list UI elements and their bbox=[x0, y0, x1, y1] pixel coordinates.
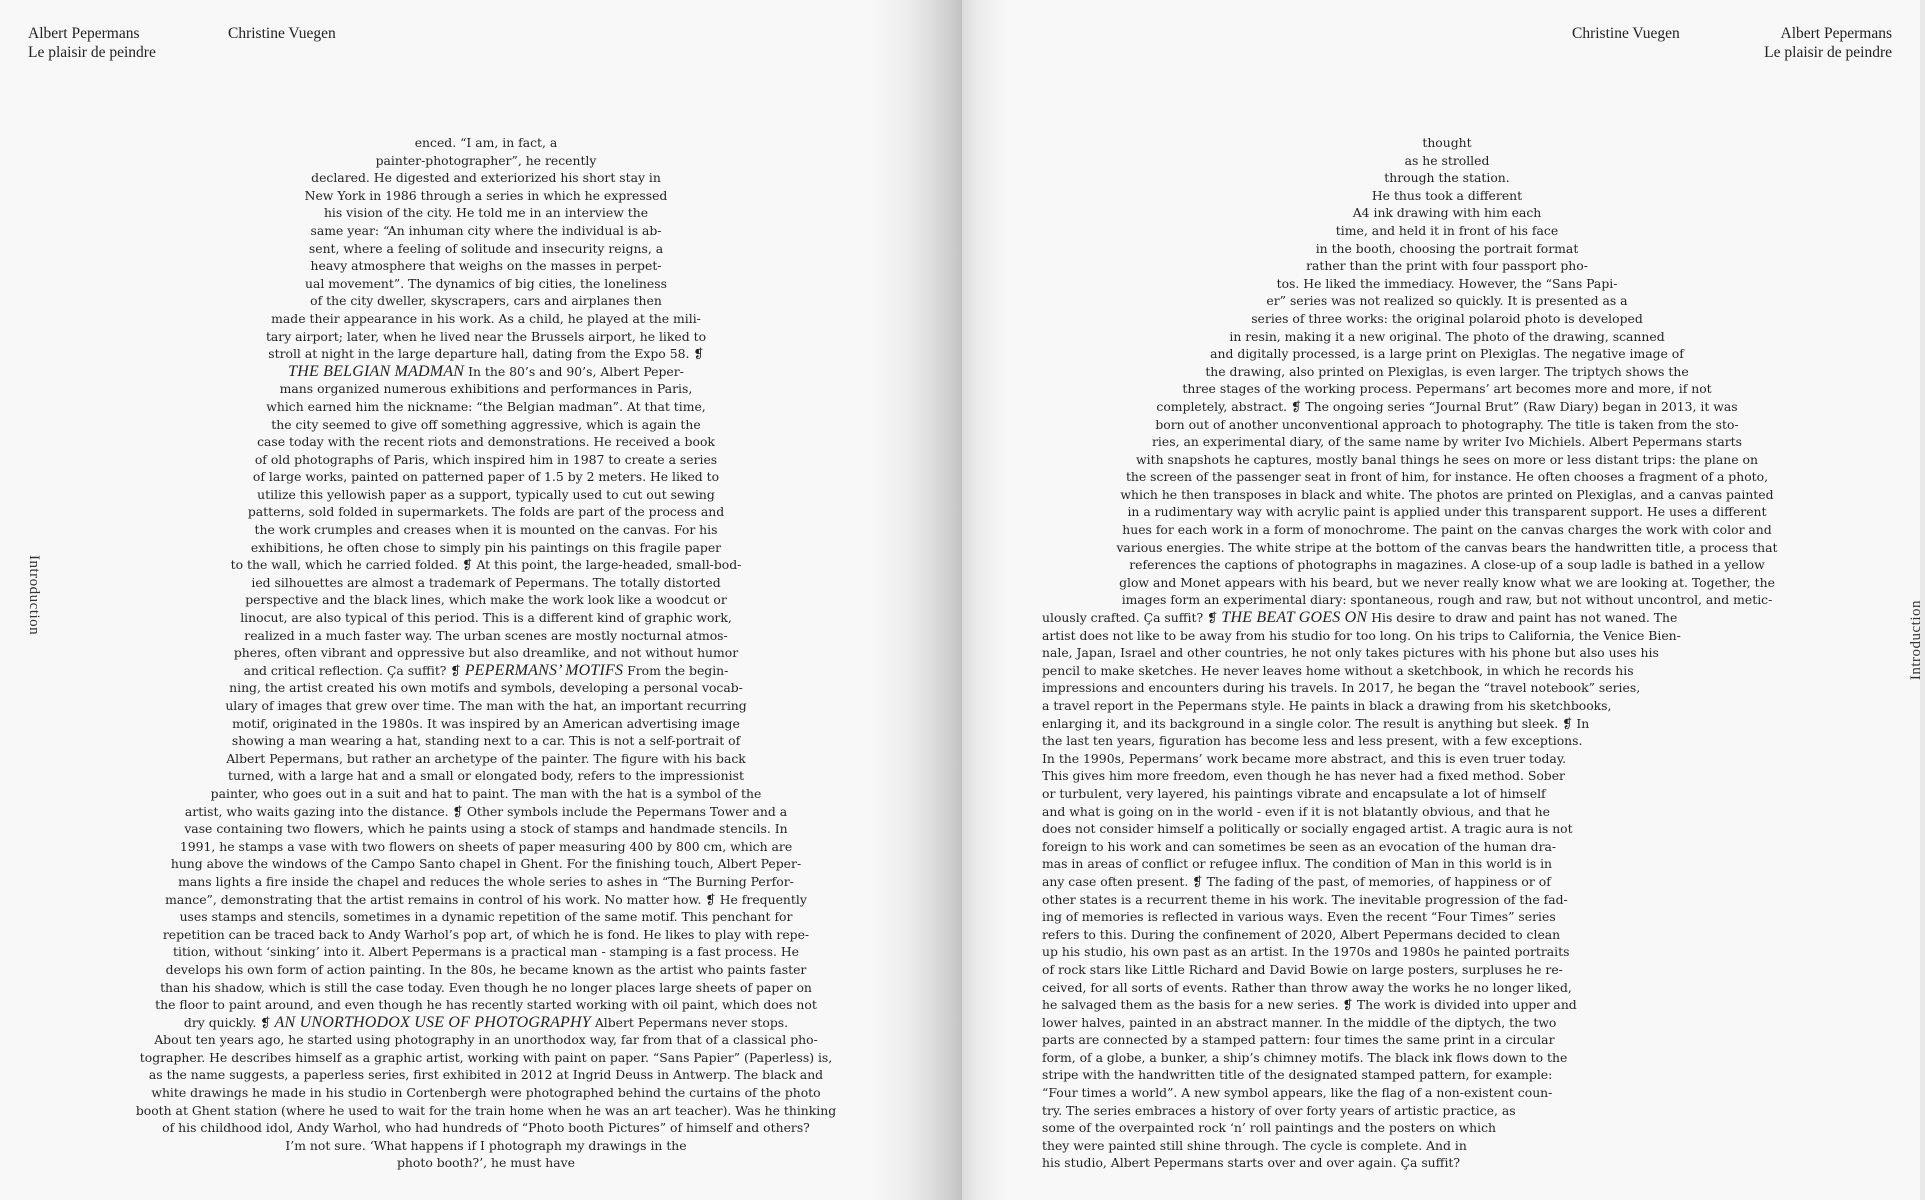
header-book-title: Le plaisir de peindre bbox=[28, 44, 156, 61]
text-run: linocut, are also typical of this period. This is a different kind of graphic work, bbox=[240, 610, 732, 626]
text-line bbox=[110, 328, 862, 346]
text-line bbox=[1022, 257, 1872, 275]
text-line bbox=[1022, 803, 1872, 821]
text-run: series of three works: the original polaroid photo is developed bbox=[1251, 310, 1643, 326]
text-line bbox=[1022, 943, 1872, 961]
text-run: enlarging it, and its background in a single color. The result is anything but sleek. ❡ In bbox=[1042, 715, 1590, 731]
text-line bbox=[110, 697, 862, 715]
text-line bbox=[110, 715, 862, 733]
text-run: which he then transposes in black and white. The photos are printed on Plexiglas, and a canvas painted bbox=[1120, 486, 1774, 502]
text-line bbox=[110, 1119, 862, 1137]
section-heading: THE BELGIAN MADMAN bbox=[288, 362, 465, 380]
text-run: He thus took a different bbox=[1371, 187, 1523, 203]
text-line bbox=[1022, 503, 1872, 521]
text-line bbox=[110, 838, 862, 856]
text-run: From the begin- bbox=[623, 662, 729, 678]
text-run: ulary of images that grew over time. The man with the hat, an important recurring bbox=[225, 698, 747, 713]
text-run: they were painted still shine through. The cycle is complete. And in bbox=[1042, 1137, 1467, 1153]
header-essay-author: Christine Vuegen bbox=[228, 25, 336, 42]
text-run: white drawings he made in his studio in Cortenbergh were photographed behind the curtains of the photo bbox=[151, 1085, 821, 1101]
text-run: artist does not like to be away from his studio for too long. On his trips to California, the Venice Bien- bbox=[1042, 627, 1681, 643]
text-line bbox=[1022, 715, 1872, 733]
gutter-shadow bbox=[870, 0, 962, 1200]
text-run: mance”, demonstrating that the artist remains in control of his work. No matter how. ❡ He frequently bbox=[165, 891, 807, 907]
text-run: various energies. The white stripe at the bottom of the canvas bears the handwritten title, a process that bbox=[1116, 539, 1778, 555]
body-text-left bbox=[110, 134, 862, 1172]
text-line bbox=[110, 767, 862, 785]
text-run: er” series was not realized so quickly. It is presented as a bbox=[1266, 293, 1628, 309]
text-line bbox=[110, 451, 862, 469]
text-run: dry quickly. ❡ bbox=[183, 1014, 275, 1030]
text-run: form, of a globe, a bunker, a ship’s chimney motifs. The black ink flows down to the bbox=[1042, 1049, 1568, 1065]
text-line bbox=[110, 996, 862, 1014]
text-line bbox=[110, 240, 862, 258]
text-line bbox=[1022, 662, 1872, 680]
text-run: uses stamps and stencils, sometimes in a dynamic repetition of the same motif. This penchant for bbox=[179, 909, 793, 925]
section-label-right: Introduction bbox=[1908, 600, 1924, 681]
text-line bbox=[110, 679, 862, 697]
text-line bbox=[110, 363, 862, 381]
text-line bbox=[1022, 591, 1872, 609]
text-line bbox=[110, 310, 862, 328]
text-line bbox=[110, 750, 862, 768]
text-line bbox=[110, 908, 862, 926]
text-line bbox=[110, 609, 862, 627]
text-line bbox=[110, 1066, 862, 1084]
text-run: parts are connected by a stamped pattern: four times the same print in a circular bbox=[1042, 1032, 1555, 1048]
text-line bbox=[1022, 152, 1872, 170]
text-line bbox=[1022, 785, 1872, 803]
text-run: the screen of the passenger seat in front of him, for instance. He often chooses a fragment of a photo, bbox=[1125, 469, 1769, 485]
text-line bbox=[1022, 134, 1872, 152]
text-run: thought bbox=[1422, 135, 1472, 150]
text-line bbox=[110, 732, 862, 750]
text-line bbox=[110, 1102, 862, 1120]
text-line bbox=[1022, 328, 1872, 346]
text-line bbox=[110, 275, 862, 293]
text-line bbox=[1022, 1102, 1872, 1120]
text-line bbox=[1022, 609, 1872, 627]
text-line bbox=[110, 926, 862, 944]
text-line bbox=[1022, 1031, 1872, 1049]
text-run: the last ten years, figuration has become less and less present, with a few exceptions. bbox=[1042, 733, 1583, 749]
text-line bbox=[110, 433, 862, 451]
text-run: nale, Japan, Israel and other countries, he not only takes pictures with his phone but also uses his bbox=[1042, 645, 1659, 661]
text-run: ulously crafted. Ça suffit? ❡ bbox=[1042, 610, 1222, 626]
text-line bbox=[1022, 169, 1872, 187]
text-line bbox=[110, 521, 862, 539]
text-run: vase containing two flowers, which he paints using a stock of stamps and handmade stencils. In bbox=[184, 821, 788, 837]
body-text-right bbox=[1022, 134, 1872, 1172]
text-run: of rock stars like Little Richard and David Bowie on large posters, surpluses he re- bbox=[1042, 961, 1563, 977]
text-line bbox=[1022, 838, 1872, 856]
running-header-essay-author-right bbox=[1572, 24, 1680, 43]
text-run: In the 1990s, Pepermans’ work became more abstract, and this is even truer today. bbox=[1042, 750, 1567, 766]
text-run: the city seemed to give off something aggressive, which is again the bbox=[271, 416, 701, 432]
text-run: repetition can be traced back to Andy Warhol’s pop art, of which he is fond. He likes to play with repe- bbox=[162, 926, 810, 942]
text-run: impressions and encounters during his travels. In 2017, he began the “travel notebook” series, bbox=[1042, 680, 1641, 696]
text-line bbox=[1022, 204, 1872, 222]
text-run: Albert Pepermans never stops. bbox=[590, 1014, 789, 1030]
text-line bbox=[110, 468, 862, 486]
text-line bbox=[1022, 627, 1872, 645]
text-line bbox=[1022, 1049, 1872, 1067]
text-run: the drawing, also printed on Plexiglas, is even larger. The triptych shows the bbox=[1205, 363, 1689, 379]
text-run: booth at Ghent station (where he used to wait for the train home when he was an art teacher). Was he thinking bbox=[135, 1102, 837, 1118]
text-line bbox=[110, 662, 862, 680]
text-run: a travel report in the Pepermans style. He paints in black a drawing from his sketchbooks, bbox=[1042, 698, 1612, 713]
section-heading: AN UNORTHODOX USE OF PHOTOGRAPHY bbox=[274, 1013, 591, 1031]
text-line bbox=[110, 292, 862, 310]
text-run: mans organized numerous exhibitions and performances in Paris, bbox=[279, 381, 693, 397]
text-run: foreign to his work and can sometimes be seen as an evocation of the human dra- bbox=[1042, 838, 1557, 854]
text-run: develops his own form of action painting. In the 80s, he became known as the artist who paints faster bbox=[165, 961, 807, 977]
text-run: as the name suggests, a paperless series, first exhibited in 2012 at Ingrid Deuss in Antwerp. The black and bbox=[148, 1067, 824, 1083]
text-run: patterns, sold folded in supermarkets. The folds are part of the process and bbox=[247, 504, 725, 520]
text-line bbox=[1022, 416, 1872, 434]
section-heading: PEPERMANS’ MOTIFS bbox=[464, 661, 624, 679]
text-run: which earned him the nickname: “the Belgian madman”. At that time, bbox=[266, 398, 706, 414]
text-line bbox=[110, 873, 862, 891]
text-line bbox=[110, 398, 862, 416]
text-line bbox=[1022, 873, 1872, 891]
text-run: tary airport; later, when he lived near the Brussels airport, he liked to bbox=[265, 328, 707, 344]
text-line bbox=[110, 820, 862, 838]
text-run: to the wall, which he carried folded. ❡ At this point, the large-headed, small-bod- bbox=[230, 557, 742, 573]
text-line bbox=[1022, 275, 1872, 293]
text-run: hues for each work in a form of monochrome. The paint on the canvas charges the work with color and bbox=[1122, 522, 1772, 538]
text-run: some of the overpainted rock ‘n’ roll paintings and the posters on which bbox=[1042, 1120, 1497, 1136]
text-run: heavy atmosphere that weighs on the masses in perpet- bbox=[310, 258, 662, 274]
text-line bbox=[1022, 697, 1872, 715]
text-line bbox=[110, 345, 862, 363]
text-run: A4 ink drawing with him each bbox=[1352, 205, 1542, 221]
text-line bbox=[110, 574, 862, 592]
text-line bbox=[110, 134, 862, 152]
text-line bbox=[1022, 240, 1872, 258]
text-line bbox=[1022, 750, 1872, 768]
text-run: stripe with the handwritten title of the designated stamped pattern, for example: bbox=[1042, 1067, 1553, 1083]
text-run: through the station. bbox=[1384, 170, 1510, 186]
text-run: up his studio, his own past as an artist. In the 1970s and 1980s he painted portraits bbox=[1042, 944, 1570, 960]
text-run: painter-photographer”, he recently bbox=[375, 152, 597, 168]
header-author: Albert Pepermans bbox=[28, 25, 140, 42]
text-run: the work crumples and creases when it is mounted on the canvas. For his bbox=[254, 522, 718, 538]
text-line bbox=[1022, 1066, 1872, 1084]
text-line bbox=[1022, 1119, 1872, 1137]
text-line bbox=[110, 627, 862, 645]
text-line bbox=[110, 961, 862, 979]
text-line bbox=[110, 556, 862, 574]
text-line bbox=[1022, 222, 1872, 240]
text-run: tos. He liked the immediacy. However, the “Sans Papi- bbox=[1276, 275, 1618, 291]
text-line bbox=[1022, 961, 1872, 979]
text-run: of large works, painted on patterned paper of 1.5 by 2 meters. He liked to bbox=[252, 469, 720, 485]
text-run: any case often present. ❡ The fading of the past, of memories, of happiness or of bbox=[1042, 873, 1551, 889]
text-line bbox=[1022, 820, 1872, 838]
header-book-title: Le plaisir de peindre bbox=[1764, 44, 1892, 61]
text-line bbox=[1022, 292, 1872, 310]
text-run: exhibitions, he often chose to simply pin his paintings on this fragile paper bbox=[250, 539, 722, 555]
text-run: with snapshots he captures, mostly banal things he sees on more or less distant trips: the plane on bbox=[1136, 451, 1758, 467]
text-run: declared. He digested and exteriorized his short stay in bbox=[311, 170, 661, 186]
text-line bbox=[1022, 1154, 1872, 1172]
text-line bbox=[110, 785, 862, 803]
text-line bbox=[1022, 310, 1872, 328]
text-run: and what is going on in the world - even if it is not blatantly obvious, and that he bbox=[1042, 803, 1550, 819]
text-run: enced. “I am, in fact, a bbox=[414, 135, 558, 150]
text-run: ning, the artist created his own motifs and symbols, developing a personal vocab- bbox=[229, 680, 743, 696]
text-line bbox=[110, 644, 862, 662]
text-run: stroll at night in the large departure hall, dating from the Expo 58. ❡ bbox=[268, 346, 704, 362]
text-run: ries, an experimental diary, of the same name by writer Ivo Michiels. Albert Pepermans starts bbox=[1152, 434, 1742, 450]
text-line bbox=[1022, 908, 1872, 926]
text-line bbox=[1022, 679, 1872, 697]
text-line bbox=[1022, 187, 1872, 205]
text-line bbox=[1022, 486, 1872, 504]
text-run: utilize this yellowish paper as a support, typically used to cut out sewing bbox=[257, 486, 715, 502]
text-line bbox=[1022, 1084, 1872, 1102]
text-run: try. The series embraces a history of over forty years of artistic practice, as bbox=[1042, 1102, 1516, 1118]
text-run: pheres, often vibrant and oppressive but also dreamlike, and not without humor bbox=[233, 645, 739, 661]
text-line bbox=[1022, 855, 1872, 873]
text-run: he salvaged them as the basis for a new series. ❡ The work is divided into upper and bbox=[1042, 997, 1577, 1013]
text-run: of the city dweller, skyscrapers, cars and airplanes then bbox=[310, 293, 662, 309]
text-run: realized in a much faster way. The urban scenes are mostly nocturnal atmos- bbox=[244, 627, 728, 643]
text-run: His desire to draw and paint has not waned. The bbox=[1367, 610, 1678, 626]
running-header-left bbox=[28, 24, 156, 62]
text-run: pencil to make sketches. He never leaves home without a sketchbook, in which he records his bbox=[1042, 662, 1634, 678]
text-line bbox=[110, 1137, 862, 1155]
text-line bbox=[110, 1014, 862, 1032]
text-run: other states is a recurrent theme in his work. The inevitable progression of the fad- bbox=[1042, 891, 1568, 907]
text-run: three stages of the working process. Pepermans’ art becomes more and more, if not bbox=[1182, 381, 1712, 397]
text-run: time, and held it in front of his face bbox=[1335, 222, 1559, 238]
text-line bbox=[1022, 433, 1872, 451]
text-run: photo booth?’, he must have bbox=[397, 1155, 575, 1171]
text-run: in a rudimentary way with acrylic paint is applied under this transparent support. He uses a different bbox=[1127, 504, 1767, 520]
text-line bbox=[110, 979, 862, 997]
text-line bbox=[110, 1154, 862, 1172]
text-run: sent, where a feeling of solitude and insecurity reigns, a bbox=[308, 240, 664, 256]
text-run: and critical reflection. Ça suffit? ❡ bbox=[243, 662, 465, 678]
text-run: perspective and the black lines, which make the work look like a woodcut or bbox=[245, 592, 727, 608]
text-run: ied silhouettes are almost a trademark of Pepermans. The totally distorted bbox=[251, 574, 721, 590]
text-run: born out of another unconventional approach to photography. The title is taken from the sto- bbox=[1155, 416, 1739, 432]
text-line bbox=[110, 222, 862, 240]
text-run: his vision of the city. He told me in an interview the bbox=[323, 205, 649, 221]
text-line bbox=[110, 416, 862, 434]
header-author: Albert Pepermans bbox=[1780, 25, 1892, 42]
text-line bbox=[1022, 345, 1872, 363]
text-line bbox=[110, 503, 862, 521]
text-run: lower halves, painted in an abstract manner. In the middle of the diptych, the two bbox=[1042, 1014, 1557, 1030]
text-line bbox=[110, 855, 862, 873]
text-run: mans lights a fire inside the chapel and reduces the whole series to ashes in “The Burning Perfor- bbox=[178, 873, 794, 889]
text-run: About ten years ago, he started using photography in an unorthodox way, far from that of a classical pho- bbox=[154, 1032, 818, 1048]
text-run: of old photographs of Paris, which inspired him in 1987 to create a series bbox=[254, 451, 718, 467]
text-run: in the booth, choosing the portrait format bbox=[1315, 240, 1579, 256]
text-line bbox=[110, 486, 862, 504]
text-line bbox=[110, 257, 862, 275]
text-run: glow and Monet appears with his beard, but we never really know what we are looking at. Together, the bbox=[1119, 574, 1775, 590]
text-run: references the captions of photographs in magazines. A close-up of a soup ladle is bathed in a yellow bbox=[1129, 557, 1765, 573]
text-line bbox=[110, 591, 862, 609]
text-run: completely, abstract. ❡ The ongoing series “Journal Brut” (Raw Diary) began in 2013, it was bbox=[1156, 398, 1738, 414]
text-run: rather than the print with four passport pho- bbox=[1306, 258, 1588, 274]
text-line bbox=[110, 943, 862, 961]
text-line bbox=[110, 891, 862, 909]
running-header-right bbox=[1764, 24, 1892, 62]
text-line bbox=[1022, 451, 1872, 469]
text-run: turned, with a large hat and a small or elongated body, refers to the impressionist bbox=[228, 768, 744, 784]
text-line bbox=[110, 380, 862, 398]
header-essay-author: Christine Vuegen bbox=[1572, 25, 1680, 42]
text-run: images form an experimental diary: spontaneous, rough and raw, but not without uncontrol, and metic- bbox=[1121, 592, 1773, 608]
text-line bbox=[110, 204, 862, 222]
text-run: “Four times a world”. A new symbol appears, like the flag of a non-existent coun- bbox=[1042, 1085, 1553, 1101]
text-run: ual movement”. The dynamics of big cities, the loneliness bbox=[305, 275, 667, 291]
text-line bbox=[1022, 380, 1872, 398]
text-line bbox=[1022, 363, 1872, 381]
text-run: his studio, Albert Pepermans starts over and over again. Ça suffit? bbox=[1042, 1155, 1461, 1171]
text-line bbox=[110, 169, 862, 187]
text-run: mas in areas of conflict or refugee influx. The condition of Man in this world is in bbox=[1042, 856, 1553, 872]
text-run: than his shadow, which is still the case today. Even though he no longer places large sheets of paper on bbox=[160, 979, 812, 995]
right-page bbox=[962, 0, 1924, 1200]
text-line bbox=[110, 803, 862, 821]
text-line bbox=[110, 539, 862, 557]
text-run: I’m not sure. ‘What happens if I photograph my drawings in the bbox=[285, 1137, 687, 1153]
text-run: In the 80’s and 90’s, Albert Peper- bbox=[464, 363, 684, 379]
text-line bbox=[1022, 556, 1872, 574]
text-run: motif, originated in the 1980s. It was inspired by an American advertising image bbox=[232, 715, 740, 731]
text-line bbox=[1022, 468, 1872, 486]
text-line bbox=[1022, 644, 1872, 662]
text-run: tition, without ‘sinking’ into it. Albert Pepermans is a practical man - stamping is a fast process. He bbox=[173, 944, 799, 960]
text-line bbox=[110, 1049, 862, 1067]
text-run: This gives him more freedom, even though he has never had a fixed method. Sober bbox=[1042, 768, 1565, 784]
section-heading: THE BEAT GOES ON bbox=[1221, 609, 1368, 627]
text-run: tographer. He describes himself as a graphic artist, working with paint on paper. “Sans Papier” (Paperless) is, bbox=[139, 1049, 833, 1065]
text-line bbox=[110, 1031, 862, 1049]
text-line bbox=[1022, 1137, 1872, 1155]
text-line bbox=[1022, 767, 1872, 785]
text-run: 1991, he stamps a vase with two flowers on sheets of paper measuring 400 by 800 cm, which are bbox=[179, 838, 793, 854]
text-run: case today with the recent riots and demonstrations. He received a book bbox=[257, 434, 715, 450]
section-label-left: Introduction bbox=[26, 555, 42, 636]
text-line bbox=[1022, 891, 1872, 909]
text-line bbox=[1022, 398, 1872, 416]
text-run: New York in 1986 through a series in which he expressed bbox=[304, 187, 668, 203]
text-line bbox=[1022, 926, 1872, 944]
text-line bbox=[1022, 996, 1872, 1014]
text-run: same year: “An inhuman city where the individual is ab- bbox=[310, 222, 662, 238]
text-run: showing a man wearing a hat, standing next to a car. This is not a self-portrait of bbox=[231, 733, 741, 749]
text-run: and digitally processed, is a large print on Plexiglas. The negative image of bbox=[1210, 346, 1684, 362]
text-run: does not consider himself a politically or socially engaged artist. A tragic aura is not bbox=[1042, 821, 1573, 837]
text-run: made their appearance in his work. As a child, he played at the mili- bbox=[271, 310, 701, 326]
gutter-shadow-right bbox=[962, 0, 1008, 1200]
text-run: ing of memories is reflected in various ways. Even the recent “Four Times” series bbox=[1042, 909, 1556, 925]
running-header-essay-author bbox=[228, 24, 336, 43]
text-run: hung above the windows of the Campo Santo chapel in Ghent. For the finishing touch, Albert Peper- bbox=[170, 856, 802, 872]
text-line bbox=[1022, 574, 1872, 592]
text-run: or turbulent, very layered, his paintings vibrate and encapsulate a lot of himself bbox=[1042, 785, 1546, 801]
text-run: of his childhood idol, Andy Warhol, who had hundreds of “Photo booth Pictures” of himself and others? bbox=[162, 1120, 810, 1136]
left-page bbox=[0, 0, 962, 1200]
text-line bbox=[1022, 732, 1872, 750]
text-line bbox=[1022, 979, 1872, 997]
text-run: the floor to paint around, and even though he has recently started working with oil paint, which does not bbox=[155, 997, 817, 1013]
text-run: artist, who waits gazing into the distance. ❡ Other symbols include the Pepermans Tower and a bbox=[184, 803, 788, 819]
text-run: painter, who goes out in a suit and hat to paint. The man with the hat is a symbol of the bbox=[210, 785, 762, 801]
text-line bbox=[110, 152, 862, 170]
text-line bbox=[1022, 521, 1872, 539]
text-line bbox=[110, 187, 862, 205]
text-run: ceived, for all sorts of events. Rather than throw away the works he no longer liked, bbox=[1042, 979, 1572, 995]
text-run: as he strolled bbox=[1404, 152, 1490, 168]
text-run: refers to this. During the confinement of 2020, Albert Pepermans decided to clean bbox=[1042, 926, 1561, 942]
text-run: Albert Pepermans, but rather an archetype of the painter. The figure with his back bbox=[226, 750, 746, 766]
text-line bbox=[110, 1084, 862, 1102]
text-run: in resin, making it a new original. The photo of the drawing, scanned bbox=[1229, 328, 1665, 344]
text-line bbox=[1022, 539, 1872, 557]
text-line bbox=[1022, 1014, 1872, 1032]
